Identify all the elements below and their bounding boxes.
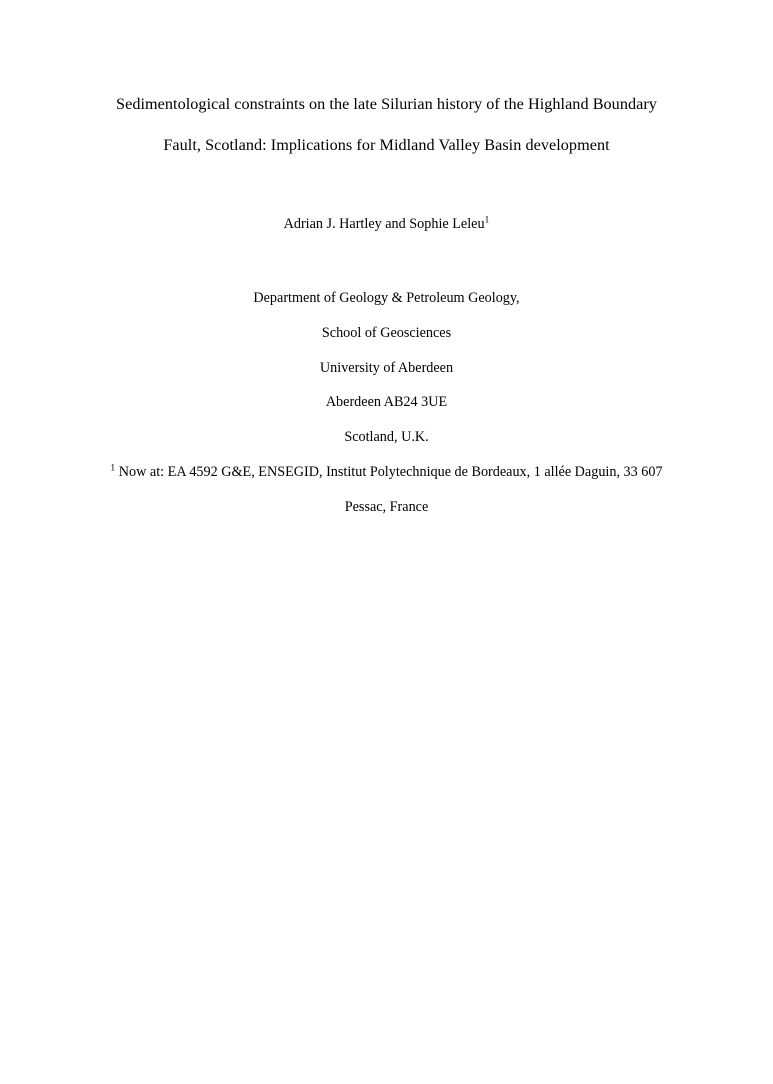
footnote-line-1 — [40, 455, 733, 490]
footnote-text-1: Now at: EA 4592 G&E, ENSEGID, Institut Polytechnique de Bordeaux, 1 allée Daguin, 33 607 — [115, 463, 663, 480]
author-footnote-marker: 1 — [484, 214, 490, 226]
document-page — [0, 84, 773, 1084]
title-line-1: Sedimentological constraints on the late Silurian history of the Highland Boundary — [116, 95, 657, 113]
title-line-2: Fault, Scotland: Implications for Midland Valley Basin development — [163, 136, 610, 154]
page-title — [0, 84, 773, 166]
authors-names: Adrian J. Hartley and Sophie Leleu — [283, 216, 485, 232]
affiliation-block — [0, 281, 773, 455]
footnote-block — [0, 455, 773, 525]
author-list — [0, 214, 773, 234]
footnote-marker: 1 — [110, 462, 116, 474]
affiliation-line-4: Aberdeen AB24 3UE — [325, 394, 448, 411]
affiliation-line-1: Department of Geology & Petroleum Geology, — [253, 290, 520, 306]
authors-line — [0, 214, 773, 234]
affiliation-line-2: School of Geosciences — [321, 324, 452, 341]
affiliation-line-3: University of Aberdeen — [319, 359, 454, 376]
affiliation-line-5: Scotland, U.K. — [344, 429, 429, 446]
footnote-line-2: Pessac, France — [344, 498, 429, 515]
